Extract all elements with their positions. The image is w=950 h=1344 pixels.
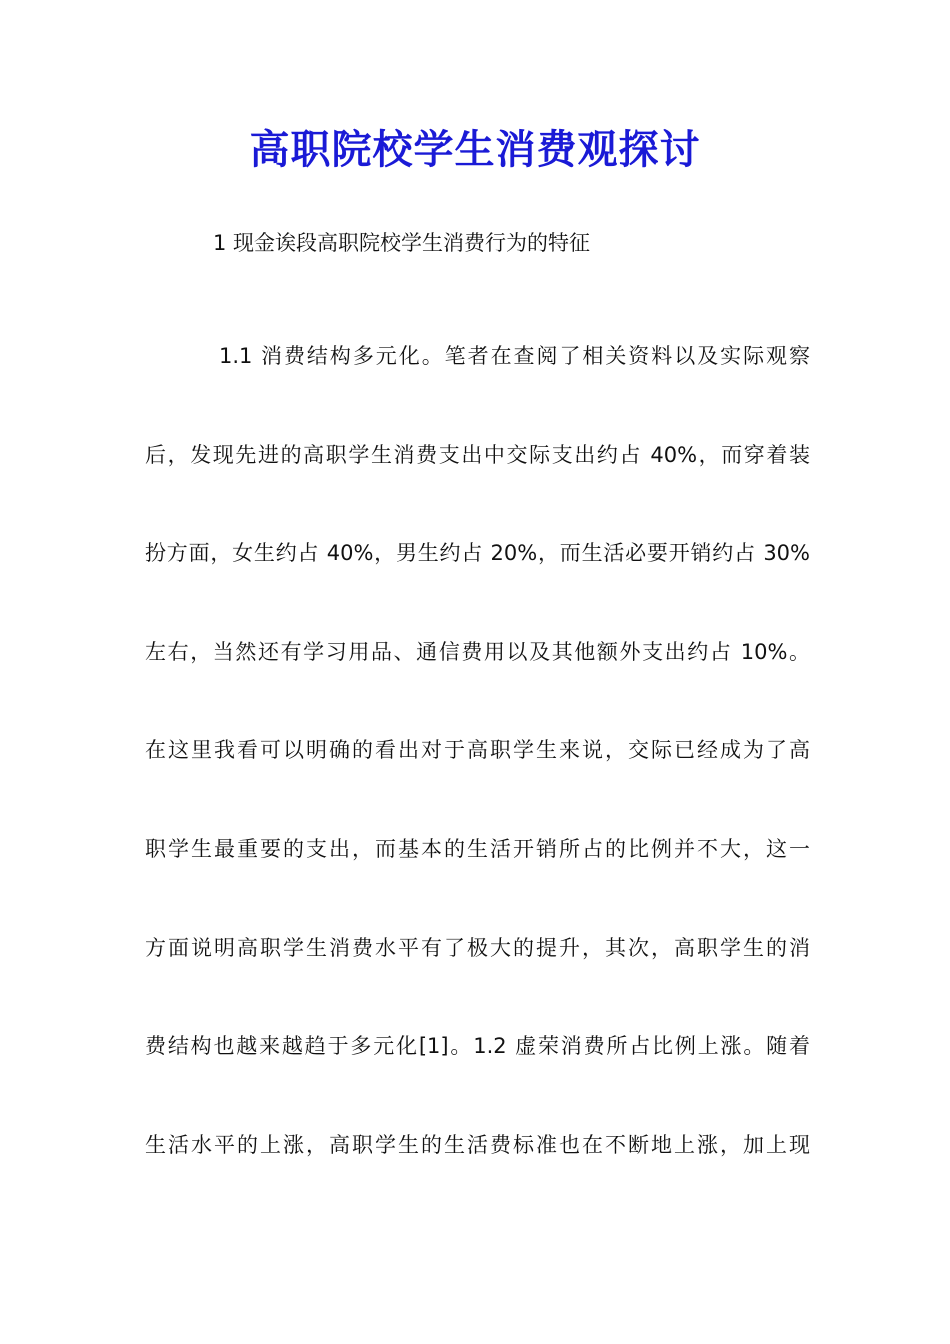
document-title: 高职院校学生消费观探讨 [249,126,701,173]
body-line: 左右，当然还有学习用品、通信费用以及其他额外支出约占 10%。 [145,639,810,664]
body-line: 方面说明高职学生消费水平有了极大的提升，其次，高职学生的消 [145,935,810,960]
body-line: 在这里我看可以明确的看出对于高职学生来说，交际已经成为了高 [145,738,810,763]
body-paragraph [145,307,810,1194]
body-line: 后，发现先进的高职学生消费支出中交际支出约占 40%，而穿着装 [145,442,810,467]
body-line: 费结构也越来越趋于多元化[1]。1.2 虚荣消费所占比例上涨。随着 [145,1034,810,1059]
body-line: 生活水平的上涨，高职学生的生活费标准也在不断地上涨，加上现 [145,1132,810,1157]
section-heading: 1 现金诶段高职院校学生消费行为的特征 [213,231,591,255]
body-line: 扮方面，女生约占 40%，男生约占 20%，而生活必要开销约占 30% [145,541,810,566]
body-line: 职学生最重要的支出，而基本的生活开销所占的比例并不大，这一 [145,836,810,861]
body-line: 1.1 消费结构多元化。笔者在查阅了相关资料以及实际观察 [219,344,810,368]
